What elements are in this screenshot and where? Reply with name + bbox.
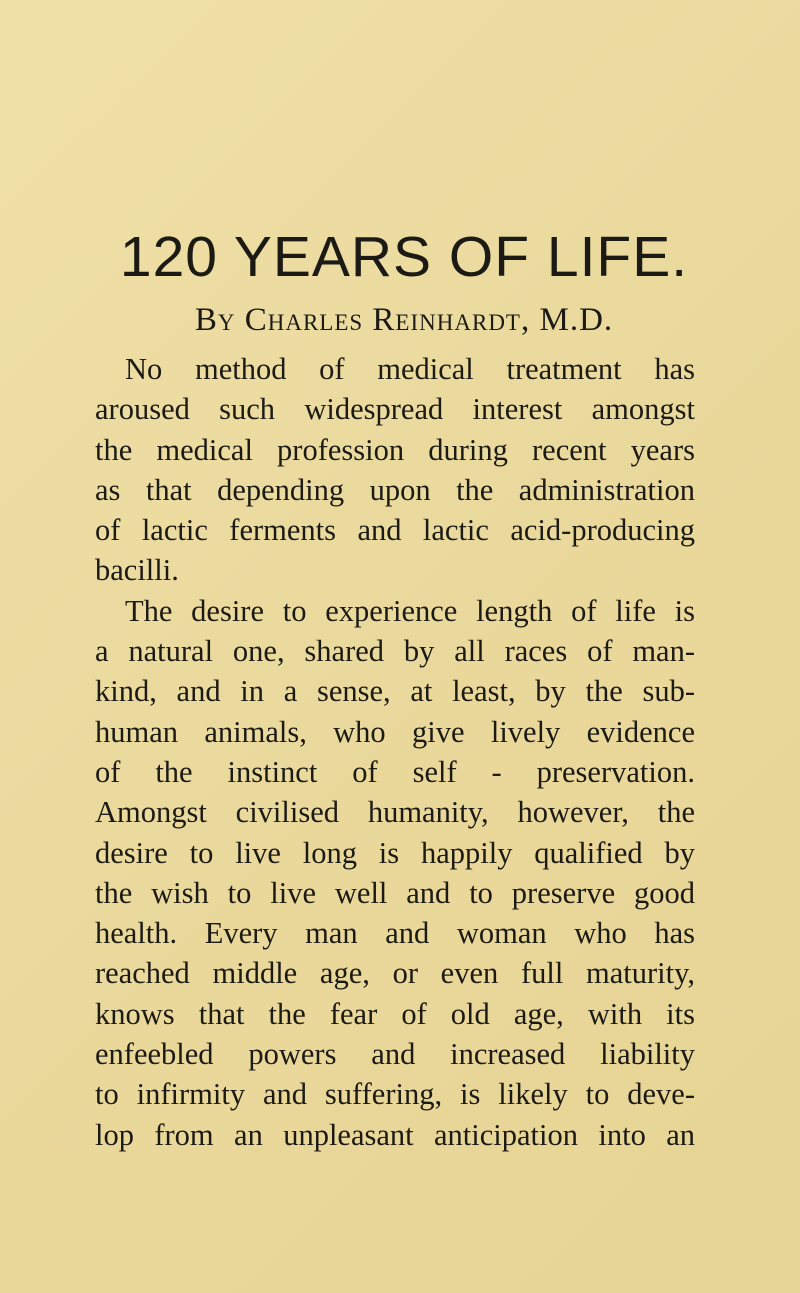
text-line: as that depending upon the administration — [95, 472, 695, 507]
text-line: a natural one, shared by all races of man- — [95, 634, 695, 669]
text-line: lop from an unpleasant anticipation into an — [95, 1117, 695, 1152]
text-line: health. Every man and woman who has — [95, 916, 695, 951]
text-line: desire to live long is happily qualified by — [95, 835, 695, 870]
text-line: of lactic ferments and lactic acid-producing — [95, 513, 695, 548]
text-line: No method of medical treatment has — [125, 352, 695, 386]
text-line: Amongst civilised humanity, however, the — [95, 795, 695, 830]
author-byline: By Charles Reinhardt, M.D. — [194, 302, 614, 338]
text-line: of the instinct of self - preservation. — [95, 754, 695, 789]
text-line: the medical profession during recent years — [95, 432, 695, 467]
text-line: human animals, who give lively evidence — [95, 714, 695, 749]
body-text — [95, 349, 695, 1155]
page-title: 120 YEARS OF LIFE. — [119, 225, 689, 289]
text-line: to infirmity and suffering, is likely to deve- — [95, 1077, 695, 1112]
text-line: the wish to live well and to preserve good — [95, 875, 695, 910]
text-line: bacilli. — [95, 553, 179, 588]
text-line: kind, and in a sense, at least, by the sub- — [95, 674, 695, 709]
text-line: reached middle age, or even full maturity, — [95, 956, 695, 991]
text-line: aroused such widespread interest amongst — [95, 392, 695, 427]
text-line: The desire to experience length of life is — [125, 593, 695, 628]
text-line: enfeebled powers and increased liability — [95, 1037, 695, 1072]
text-line: knows that the fear of old age, with its — [95, 996, 695, 1031]
